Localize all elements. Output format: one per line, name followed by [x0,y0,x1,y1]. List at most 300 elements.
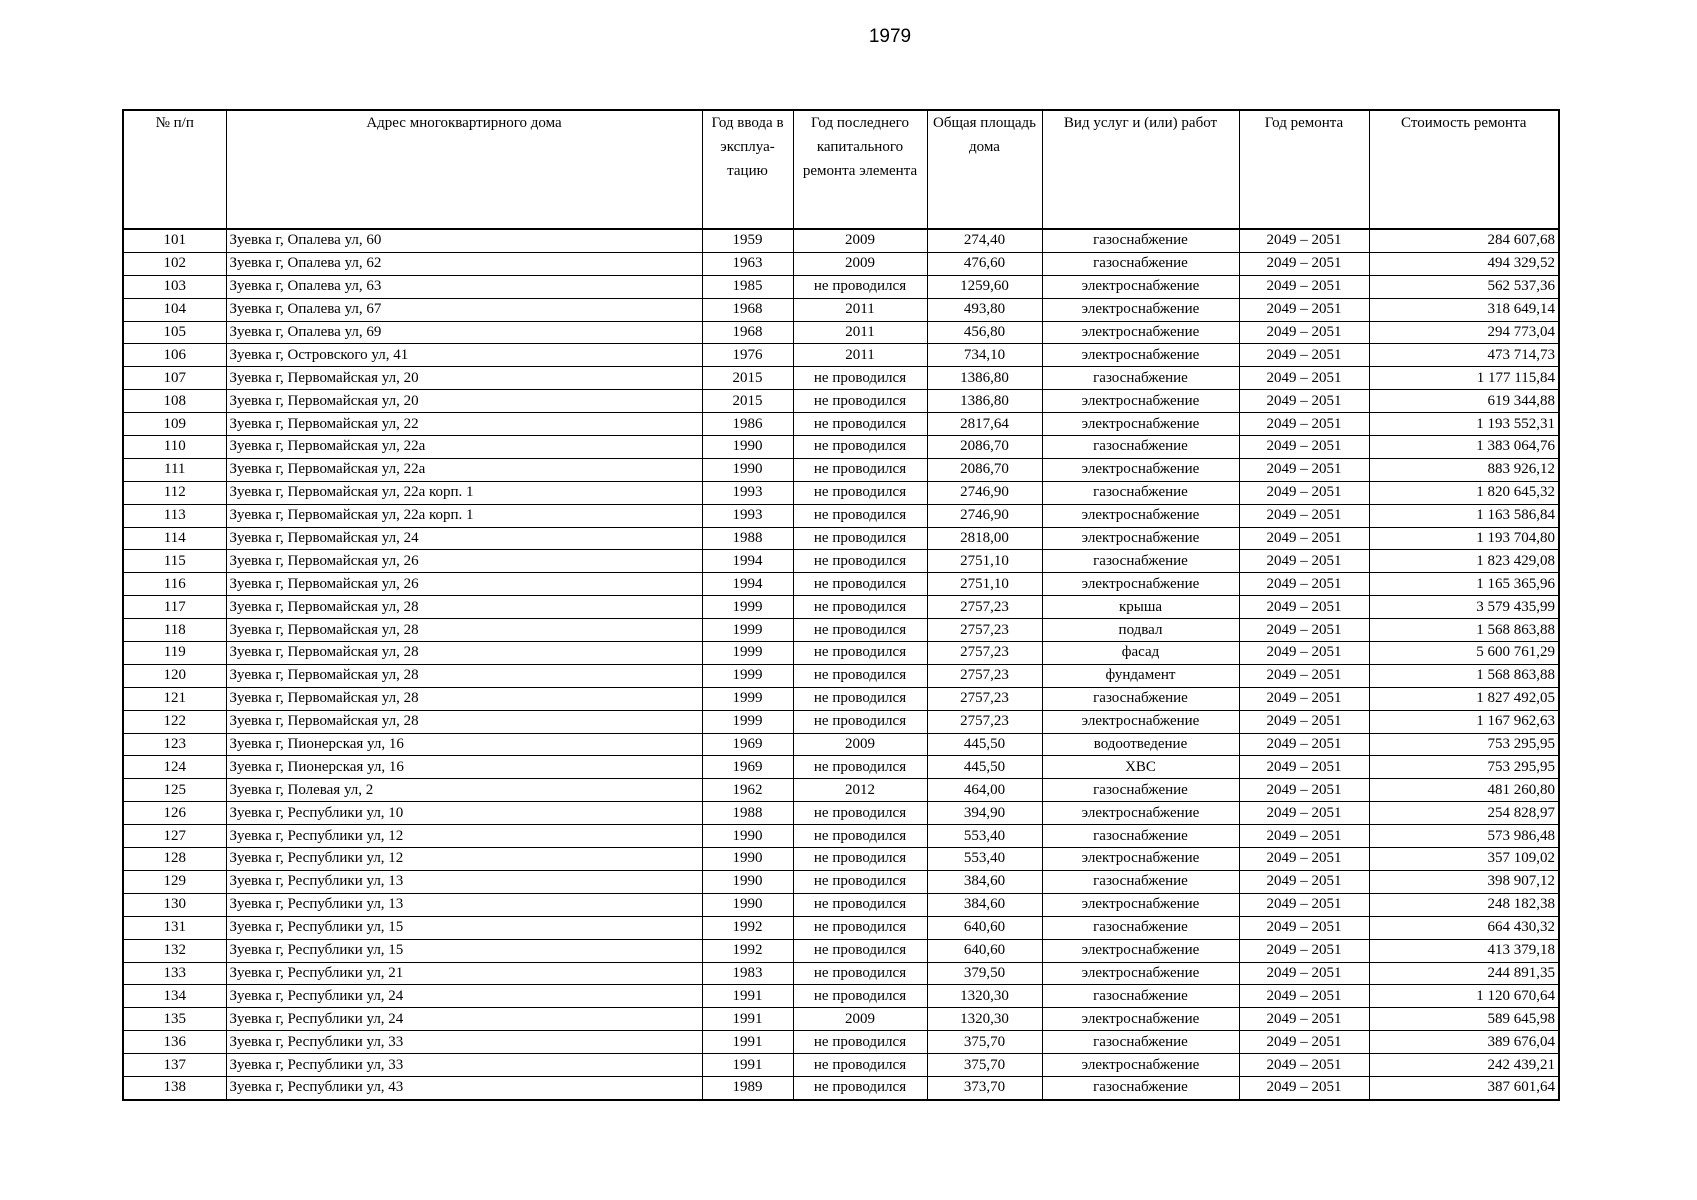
cell-year-last-repair: не проводился [793,275,927,298]
cell-cost: 5 600 761,29 [1369,642,1559,665]
cell-repair-years: 2049 – 2051 [1239,229,1369,252]
cell-year-commission: 1990 [702,893,793,916]
cell-num: 121 [123,687,226,710]
cell-num: 132 [123,939,226,962]
cell-address: Зуевка г, Республики ул, 21 [226,962,702,985]
repair-registry-table [122,109,1560,1101]
cell-cost: 1 167 962,63 [1369,710,1559,733]
cell-area: 2746,90 [927,504,1042,527]
cell-cost: 294 773,04 [1369,321,1559,344]
cell-repair-years: 2049 – 2051 [1239,802,1369,825]
cell-year-last-repair: не проводился [793,848,927,871]
cell-num: 102 [123,252,226,275]
cell-service: электроснабжение [1042,298,1239,321]
cell-cost: 753 295,95 [1369,733,1559,756]
table-row [123,298,1559,321]
cell-cost: 753 295,95 [1369,756,1559,779]
cell-repair-years: 2049 – 2051 [1239,1076,1369,1099]
cell-area: 553,40 [927,848,1042,871]
cell-cost: 1 820 645,32 [1369,481,1559,504]
cell-service: водоотведение [1042,733,1239,756]
cell-year-commission: 1999 [702,642,793,665]
cell-address: Зуевка г, Первомайская ул, 22а корп. 1 [226,504,702,527]
table-row [123,596,1559,619]
cell-address: Зуевка г, Республики ул, 12 [226,848,702,871]
cell-repair-years: 2049 – 2051 [1239,985,1369,1008]
cell-repair-years: 2049 – 2051 [1239,779,1369,802]
cell-address: Зуевка г, Республики ул, 24 [226,985,702,1008]
cell-service: электроснабжение [1042,802,1239,825]
cell-num: 111 [123,458,226,481]
cell-year-last-repair: не проводился [793,1076,927,1099]
cell-service: фасад [1042,642,1239,665]
cell-area: 1320,30 [927,1008,1042,1031]
cell-area: 1386,80 [927,367,1042,390]
cell-area: 640,60 [927,916,1042,939]
cell-year-commission: 1986 [702,413,793,436]
cell-area: 2086,70 [927,436,1042,459]
table-row [123,504,1559,527]
cell-address: Зуевка г, Первомайская ул, 22а [226,436,702,459]
cell-year-commission: 1990 [702,848,793,871]
cell-year-last-repair: не проводился [793,893,927,916]
cell-address: Зуевка г, Первомайская ул, 20 [226,390,702,413]
cell-service: газоснабжение [1042,550,1239,573]
cell-area: 375,70 [927,1031,1042,1054]
cell-area: 464,00 [927,779,1042,802]
cell-area: 445,50 [927,733,1042,756]
cell-year-commission: 1990 [702,870,793,893]
table-row [123,642,1559,665]
cell-service: ХВС [1042,756,1239,779]
cell-repair-years: 2049 – 2051 [1239,619,1369,642]
cell-year-commission: 1992 [702,939,793,962]
table-row [123,344,1559,367]
cell-address: Зуевка г, Республики ул, 12 [226,825,702,848]
cell-year-last-repair: 2011 [793,321,927,344]
table-row [123,1008,1559,1031]
cell-year-commission: 1994 [702,573,793,596]
cell-area: 384,60 [927,893,1042,916]
cell-year-last-repair: не проводился [793,1031,927,1054]
cell-area: 2751,10 [927,573,1042,596]
cell-year-last-repair: не проводился [793,642,927,665]
cell-repair-years: 2049 – 2051 [1239,527,1369,550]
cell-service: электроснабжение [1042,527,1239,550]
cell-num: 124 [123,756,226,779]
cell-repair-years: 2049 – 2051 [1239,481,1369,504]
cell-service: электроснабжение [1042,939,1239,962]
cell-repair-years: 2049 – 2051 [1239,664,1369,687]
table-row [123,527,1559,550]
cell-num: 123 [123,733,226,756]
cell-service: газоснабжение [1042,870,1239,893]
cell-cost: 573 986,48 [1369,825,1559,848]
cell-year-commission: 1983 [702,962,793,985]
cell-cost: 1 568 863,88 [1369,619,1559,642]
cell-cost: 664 430,32 [1369,916,1559,939]
table-row [123,710,1559,733]
table-row [123,870,1559,893]
cell-num: 134 [123,985,226,1008]
cell-year-commission: 1991 [702,985,793,1008]
cell-cost: 494 329,52 [1369,252,1559,275]
cell-area: 640,60 [927,939,1042,962]
cell-year-last-repair: не проводился [793,550,927,573]
cell-repair-years: 2049 – 2051 [1239,687,1369,710]
cell-year-last-repair: не проводился [793,825,927,848]
cell-address: Зуевка г, Пионерская ул, 16 [226,733,702,756]
cell-year-last-repair: не проводился [793,664,927,687]
table-row [123,1076,1559,1099]
cell-repair-years: 2049 – 2051 [1239,596,1369,619]
table-row [123,916,1559,939]
cell-num: 118 [123,619,226,642]
cell-num: 115 [123,550,226,573]
cell-service: электроснабжение [1042,962,1239,985]
cell-num: 138 [123,1076,226,1099]
cell-year-commission: 1999 [702,619,793,642]
table-row [123,252,1559,275]
cell-year-commission: 1969 [702,756,793,779]
cell-area: 445,50 [927,756,1042,779]
cell-year-commission: 1962 [702,779,793,802]
cell-area: 2757,23 [927,642,1042,665]
cell-address: Зуевка г, Республики ул, 13 [226,893,702,916]
cell-address: Зуевка г, Первомайская ул, 28 [226,687,702,710]
cell-service: газоснабжение [1042,985,1239,1008]
cell-repair-years: 2049 – 2051 [1239,916,1369,939]
cell-service: газоснабжение [1042,481,1239,504]
cell-year-last-repair: не проводился [793,504,927,527]
cell-num: 122 [123,710,226,733]
cell-year-commission: 1993 [702,504,793,527]
cell-year-last-repair: не проводился [793,436,927,459]
cell-service: газоснабжение [1042,916,1239,939]
cell-num: 113 [123,504,226,527]
cell-num: 114 [123,527,226,550]
cell-service: газоснабжение [1042,436,1239,459]
header-repair-years: Год ремонта [1239,110,1369,229]
header-address: Адрес многоквартирного дома [226,110,702,229]
cell-year-last-repair: не проводился [793,802,927,825]
cell-area: 2751,10 [927,550,1042,573]
cell-year-last-repair: не проводился [793,596,927,619]
table-row [123,619,1559,642]
cell-address: Зуевка г, Опалева ул, 67 [226,298,702,321]
page-number: 1979 [868,26,912,47]
cell-service: газоснабжение [1042,229,1239,252]
header-num: № п/п [123,110,226,229]
table-row [123,733,1559,756]
cell-cost: 562 537,36 [1369,275,1559,298]
cell-year-commission: 1999 [702,596,793,619]
cell-area: 2757,23 [927,596,1042,619]
cell-year-last-repair: не проводился [793,916,927,939]
cell-year-commission: 1969 [702,733,793,756]
cell-repair-years: 2049 – 2051 [1239,870,1369,893]
cell-cost: 473 714,73 [1369,344,1559,367]
cell-area: 493,80 [927,298,1042,321]
cell-cost: 1 193 704,80 [1369,527,1559,550]
table-body [123,229,1559,1100]
cell-service: газоснабжение [1042,367,1239,390]
cell-address: Зуевка г, Республики ул, 13 [226,870,702,893]
cell-cost: 1 383 064,76 [1369,436,1559,459]
cell-num: 131 [123,916,226,939]
cell-area: 379,50 [927,962,1042,985]
cell-num: 105 [123,321,226,344]
cell-address: Зуевка г, Республики ул, 43 [226,1076,702,1099]
cell-year-commission: 1991 [702,1031,793,1054]
table-row [123,413,1559,436]
cell-area: 394,90 [927,802,1042,825]
cell-service: электроснабжение [1042,321,1239,344]
cell-repair-years: 2049 – 2051 [1239,298,1369,321]
cell-service: электроснабжение [1042,1054,1239,1077]
table-row [123,481,1559,504]
table-row [123,962,1559,985]
cell-repair-years: 2049 – 2051 [1239,344,1369,367]
cell-repair-years: 2049 – 2051 [1239,550,1369,573]
cell-cost: 284 607,68 [1369,229,1559,252]
header-year-commission: Год ввода в эксплуа-тацию [702,110,793,229]
header-year-last-repair: Год последнего капитального ремонта элемента [793,110,927,229]
cell-area: 375,70 [927,1054,1042,1077]
cell-year-last-repair: не проводился [793,413,927,436]
cell-area: 2757,23 [927,687,1042,710]
header-area: Общая площадь дома [927,110,1042,229]
cell-cost: 248 182,38 [1369,893,1559,916]
cell-num: 129 [123,870,226,893]
cell-service: электроснабжение [1042,573,1239,596]
table-row [123,321,1559,344]
table-row [123,756,1559,779]
cell-address: Зуевка г, Первомайская ул, 28 [226,642,702,665]
cell-area: 476,60 [927,252,1042,275]
cell-year-last-repair: 2009 [793,229,927,252]
cell-repair-years: 2049 – 2051 [1239,825,1369,848]
header-cost: Стоимость ремонта [1369,110,1559,229]
cell-repair-years: 2049 – 2051 [1239,939,1369,962]
cell-address: Зуевка г, Республики ул, 15 [226,939,702,962]
table-row [123,436,1559,459]
table-row [123,367,1559,390]
cell-cost: 481 260,80 [1369,779,1559,802]
cell-num: 127 [123,825,226,848]
cell-year-last-repair: 2009 [793,733,927,756]
cell-year-commission: 1990 [702,436,793,459]
cell-year-commission: 1991 [702,1008,793,1031]
table-row [123,802,1559,825]
cell-address: Зуевка г, Опалева ул, 63 [226,275,702,298]
cell-num: 110 [123,436,226,459]
cell-service: газоснабжение [1042,779,1239,802]
cell-service: электроснабжение [1042,344,1239,367]
cell-service: электроснабжение [1042,390,1239,413]
cell-address: Зуевка г, Полевая ул, 2 [226,779,702,802]
cell-repair-years: 2049 – 2051 [1239,756,1369,779]
cell-year-last-repair: не проводился [793,481,927,504]
table-row [123,458,1559,481]
table-row [123,275,1559,298]
cell-cost: 1 165 365,96 [1369,573,1559,596]
cell-area: 1386,80 [927,390,1042,413]
cell-address: Зуевка г, Республики ул, 10 [226,802,702,825]
cell-cost: 3 579 435,99 [1369,596,1559,619]
cell-year-commission: 1999 [702,710,793,733]
cell-address: Зуевка г, Первомайская ул, 22а корп. 1 [226,481,702,504]
cell-num: 104 [123,298,226,321]
cell-service: газоснабжение [1042,687,1239,710]
cell-service: электроснабжение [1042,710,1239,733]
cell-cost: 318 649,14 [1369,298,1559,321]
cell-address: Зуевка г, Первомайская ул, 28 [226,596,702,619]
table-row [123,848,1559,871]
cell-num: 103 [123,275,226,298]
cell-service: электроснабжение [1042,1008,1239,1031]
cell-repair-years: 2049 – 2051 [1239,1054,1369,1077]
cell-cost: 1 120 670,64 [1369,985,1559,1008]
cell-num: 137 [123,1054,226,1077]
cell-num: 119 [123,642,226,665]
cell-cost: 389 676,04 [1369,1031,1559,1054]
cell-year-last-repair: 2011 [793,344,927,367]
cell-year-commission: 1976 [702,344,793,367]
cell-address: Зуевка г, Первомайская ул, 28 [226,619,702,642]
cell-address: Зуевка г, Опалева ул, 62 [226,252,702,275]
cell-year-commission: 1993 [702,481,793,504]
cell-repair-years: 2049 – 2051 [1239,893,1369,916]
cell-repair-years: 2049 – 2051 [1239,275,1369,298]
cell-area: 456,80 [927,321,1042,344]
cell-area: 384,60 [927,870,1042,893]
table-row [123,664,1559,687]
cell-num: 109 [123,413,226,436]
cell-year-last-repair: не проводился [793,985,927,1008]
cell-service: фундамент [1042,664,1239,687]
cell-cost: 357 109,02 [1369,848,1559,871]
cell-cost: 1 823 429,08 [1369,550,1559,573]
cell-year-last-repair: не проводился [793,458,927,481]
cell-num: 116 [123,573,226,596]
cell-year-commission: 1988 [702,527,793,550]
cell-area: 553,40 [927,825,1042,848]
cell-cost: 883 926,12 [1369,458,1559,481]
cell-address: Зуевка г, Первомайская ул, 28 [226,710,702,733]
cell-cost: 1 193 552,31 [1369,413,1559,436]
cell-repair-years: 2049 – 2051 [1239,321,1369,344]
cell-repair-years: 2049 – 2051 [1239,504,1369,527]
cell-year-commission: 1985 [702,275,793,298]
cell-year-commission: 1968 [702,298,793,321]
header-service: Вид услуг и (или) работ [1042,110,1239,229]
cell-cost: 1 177 115,84 [1369,367,1559,390]
cell-area: 1259,60 [927,275,1042,298]
cell-year-commission: 1989 [702,1076,793,1099]
cell-year-commission: 1963 [702,252,793,275]
cell-cost: 413 379,18 [1369,939,1559,962]
cell-cost: 242 439,21 [1369,1054,1559,1077]
cell-year-commission: 2015 [702,367,793,390]
cell-num: 133 [123,962,226,985]
cell-year-commission: 1988 [702,802,793,825]
cell-num: 120 [123,664,226,687]
cell-repair-years: 2049 – 2051 [1239,413,1369,436]
cell-area: 2757,23 [927,664,1042,687]
cell-area: 2818,00 [927,527,1042,550]
cell-repair-years: 2049 – 2051 [1239,390,1369,413]
cell-area: 2757,23 [927,619,1042,642]
cell-cost: 398 907,12 [1369,870,1559,893]
cell-repair-years: 2049 – 2051 [1239,1008,1369,1031]
cell-area: 2817,64 [927,413,1042,436]
cell-repair-years: 2049 – 2051 [1239,367,1369,390]
cell-area: 373,70 [927,1076,1042,1099]
cell-num: 108 [123,390,226,413]
cell-repair-years: 2049 – 2051 [1239,710,1369,733]
cell-repair-years: 2049 – 2051 [1239,1031,1369,1054]
cell-service: электроснабжение [1042,893,1239,916]
cell-year-last-repair: не проводился [793,1054,927,1077]
cell-num: 125 [123,779,226,802]
table-row [123,573,1559,596]
cell-year-last-repair: не проводился [793,939,927,962]
table-row [123,1031,1559,1054]
cell-address: Зуевка г, Опалева ул, 69 [226,321,702,344]
cell-service: электроснабжение [1042,413,1239,436]
cell-repair-years: 2049 – 2051 [1239,848,1369,871]
table-row [123,779,1559,802]
cell-cost: 619 344,88 [1369,390,1559,413]
cell-address: Зуевка г, Первомайская ул, 26 [226,573,702,596]
cell-year-commission: 1994 [702,550,793,573]
cell-repair-years: 2049 – 2051 [1239,252,1369,275]
cell-year-last-repair: 2012 [793,779,927,802]
cell-num: 106 [123,344,226,367]
cell-cost: 387 601,64 [1369,1076,1559,1099]
cell-area: 2746,90 [927,481,1042,504]
cell-year-commission: 1959 [702,229,793,252]
cell-num: 128 [123,848,226,871]
cell-service: электроснабжение [1042,848,1239,871]
cell-service: электроснабжение [1042,275,1239,298]
cell-area: 2757,23 [927,710,1042,733]
cell-year-last-repair: не проводился [793,619,927,642]
cell-address: Зуевка г, Республики ул, 15 [226,916,702,939]
cell-address: Зуевка г, Первомайская ул, 24 [226,527,702,550]
cell-service: газоснабжение [1042,825,1239,848]
cell-address: Зуевка г, Республики ул, 33 [226,1031,702,1054]
cell-year-commission: 1968 [702,321,793,344]
cell-address: Зуевка г, Островского ул, 41 [226,344,702,367]
cell-repair-years: 2049 – 2051 [1239,962,1369,985]
cell-address: Зуевка г, Пионерская ул, 16 [226,756,702,779]
table-row [123,1054,1559,1077]
cell-year-last-repair: не проводился [793,527,927,550]
cell-address: Зуевка г, Опалева ул, 60 [226,229,702,252]
cell-year-commission: 1999 [702,687,793,710]
cell-address: Зуевка г, Первомайская ул, 22а [226,458,702,481]
cell-year-last-repair: не проводился [793,367,927,390]
cell-service: подвал [1042,619,1239,642]
cell-year-last-repair: 2009 [793,252,927,275]
cell-year-last-repair: 2009 [793,1008,927,1031]
cell-repair-years: 2049 – 2051 [1239,642,1369,665]
cell-year-last-repair: не проводился [793,390,927,413]
cell-year-commission: 1991 [702,1054,793,1077]
cell-num: 136 [123,1031,226,1054]
